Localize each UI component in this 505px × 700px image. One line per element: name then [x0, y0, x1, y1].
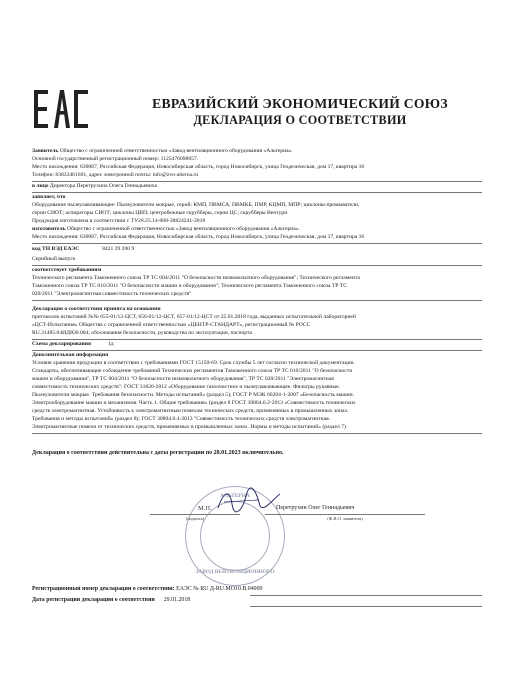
validity-row: [32, 450, 482, 458]
manufacturer-label: изготовитель: [32, 226, 66, 232]
additional-line: совместимость технических средств": ГОСТ 31826-2012 «Оборудование газоочистное и пылеулавливающее. Фильтры рукавные.: [32, 384, 341, 390]
divider: [250, 595, 482, 596]
fio-caption: (Ф.И.О. заявителя): [327, 516, 363, 521]
representative-value: Директора Перетрухина Олега Геннадьевича: [49, 183, 158, 189]
eac-logo-mark: [32, 86, 92, 132]
signer-name: Перетрухин Олег Геннадьевич: [276, 505, 355, 511]
applicant-row: [32, 148, 482, 156]
applicant-contacts: Телефон: 83833461601, адрес электронной почты: info@zvo-alterna.ru: [32, 172, 199, 178]
declares-label: [32, 194, 482, 202]
applicant-label: Заявитель: [32, 148, 59, 154]
scheme-value: 1д: [107, 341, 114, 347]
additional-line: средств электромагнитная. Устойчивость к электромагнитным помехам технических средств, применяемых в промышленных зонах.: [32, 408, 349, 414]
basis-line-1: протоколов испытаний №№ 655-01/12-ЦСТ, 656-01/12-ЦСТ, 657-01/12-ЦСТ от 25.01.2018 года, выданных испытательной лабораторией: [32, 314, 356, 320]
title-declaration: ДЕКЛАРАЦИЯ О СООТВЕТСТВИИ: [193, 113, 407, 127]
stamp-place-mark: М.П.: [198, 505, 212, 512]
conformity-line-1: Технического регламента Таможенного союза ТР ТС 004/2011 "О безопасности низковольтного оборудования"; Технического регламента: [32, 275, 360, 281]
registration-number-label: Регистрационный номер декларации о соответствии:: [32, 586, 175, 592]
additional-line: Электромагнитные помехи от технических средств, применяемых в промышленных зонах. Нормы и методы испытаний» (раздел 7): [32, 424, 346, 430]
stamp-text-top: АЛЬТЕРНА: [220, 493, 250, 499]
basis-label-row: [32, 306, 482, 314]
representative-label: в лице: [32, 183, 49, 189]
additional-line: Пылеуловители мокрые. Требования безопасности. Методы испытаний» (раздел 5); ГОСТ Р МЭК 60204-1-2007 «Безопасность машин.: [32, 392, 355, 398]
code-label: код ТН ВЭД ЕАЭС: [32, 246, 80, 252]
product-line-2: серии СИОТ; аспираторы СИОТ; циклоны ЦВП; центробежные скрубберы, серии ЦС; скрубберы Вентури: [32, 210, 288, 216]
conformity-line-2: Таможенного союза ТР ТС 010/2011 "О безопасности машин и оборудования"; Технического регламента Таможенного союза ТР ТС: [32, 283, 347, 289]
additional-line: Электрооборудование машин и механизмов. Часть 1. Общие требования» (раздел 8 ГОСТ 30804.6.2-2013 «Совместимость технических: [32, 400, 356, 406]
registration-number-value: ЕАЭС № RU Д-RU.МО10.В.04909: [176, 586, 263, 592]
applicant-ogrn: Основной государственный регистрационный номер: 1125476098857.: [32, 156, 199, 162]
registration-date-row: [32, 597, 482, 605]
handwritten-signature: [214, 486, 284, 516]
additional-label: Дополнительная информация: [32, 352, 109, 358]
basis-label: Декларация о соответствии принята на основании: [32, 306, 161, 312]
code-value: 8421 39 200 9: [102, 246, 135, 252]
manufacturer-value: Общество с ограниченной ответственностью «Завод вентиляционного оборудования «Альтерна».: [66, 226, 300, 232]
scheme-label: Схема декларирования: [32, 341, 92, 347]
divider: [32, 181, 482, 182]
title-union: ЕВРАЗИЙСКИЙ ЭКОНОМИЧЕСКИЙ СОЮЗ: [152, 96, 448, 111]
eac-logo: [32, 86, 92, 132]
divider: [32, 243, 482, 244]
conformity-label-row: [32, 267, 482, 275]
additional-line: машин и оборудования", ТР ТС 004/2011 "О безопасности низковольтного оборудования", ТР ТС 020/2011 "Электромагнитная: [32, 376, 334, 382]
basis-line-2: «ЦСТ-Испытания» Общества с ограниченной ответственностью «ЦЕНТР-СТАНДАРТ», регистрационный № РОСС: [32, 322, 311, 328]
conformity-label: соответствует требованиям: [32, 267, 102, 273]
declares-label-text: заявляет, что: [32, 194, 66, 200]
manufacturer-address: Место нахождения: 630087, Российская Федерация, Новосибирская область, город Новосибирск, улица Геодезическая, дом 17, квартира 16: [32, 234, 365, 240]
registration-date-label: Дата регистрации декларации о соответствии: [32, 597, 155, 603]
stamp-text-bottom: ЗАВОД ВЕНТИЛЯЦИОННОГО: [195, 569, 275, 575]
product-line-1: Оборудование пылеулавливающее: Пылеуловители мокрые, серий: КМП, ПВМСА, ПВМКБ, ПМР, КЦМП, МПР; циклоны-промыватели,: [32, 202, 360, 208]
validity-text: Декларация о соответствии действительна с даты регистрации по 28.01.2023 включительно.: [32, 450, 284, 456]
conformity-line-3: 020/2011 "Электромагнитная совместимость технических средств": [32, 291, 192, 297]
name-line: [265, 514, 425, 515]
representative-row: [32, 183, 482, 191]
product-spec: Продукция изготовлена в соответствии с ТУ28.25.14-008-38824241-2018: [32, 218, 206, 224]
registration-number-row: [32, 586, 482, 594]
serial-production: Серийный выпуск: [32, 256, 76, 262]
additional-label-row: [32, 352, 482, 360]
divider: [32, 433, 482, 434]
registration-date-value: 29.01.2018: [163, 597, 191, 603]
divider: [32, 300, 482, 301]
manufacturer-row: [32, 226, 482, 234]
divider: [32, 192, 482, 193]
applicant-address: Место нахождения: 630087, Российская Федерация, Новосибирская область, город Новосибирск, улица Геодезическая, дом 17, квартира 16: [32, 164, 365, 170]
divider: [32, 350, 482, 351]
divider: [32, 339, 482, 340]
signature-line: [150, 514, 240, 515]
additional-line: Стандарты, обеспечивающие соблюдение требований Технических регламентов Таможенного союза ТР ТС 010/2011 "О безопасности: [32, 368, 353, 374]
code-row: [32, 246, 482, 254]
scheme-row: [32, 341, 482, 349]
basis-line-3: RU.31485.04ИДЮ0.004; обоснования безопасности, руководства по эксплуатации, паспорта: [32, 330, 253, 336]
divider: [250, 606, 482, 607]
signature-caption: (подпись): [185, 516, 205, 521]
divider: [32, 265, 482, 266]
additional-line: Условия хранения продукции в соответствии с требованиями ГОСТ 15150-69. Срок службы 5 лет согласно технической документации.: [32, 360, 355, 366]
applicant-value: Общество с ограниченной ответственностью «Завод вентиляционного оборудования «Альтерна».: [59, 148, 293, 154]
additional-line: Требования и методы испытаний» (раздел 8); ГОСТ 30804.6.4-2013 "Совместимость технических средств электромагнитная.: [32, 416, 331, 422]
